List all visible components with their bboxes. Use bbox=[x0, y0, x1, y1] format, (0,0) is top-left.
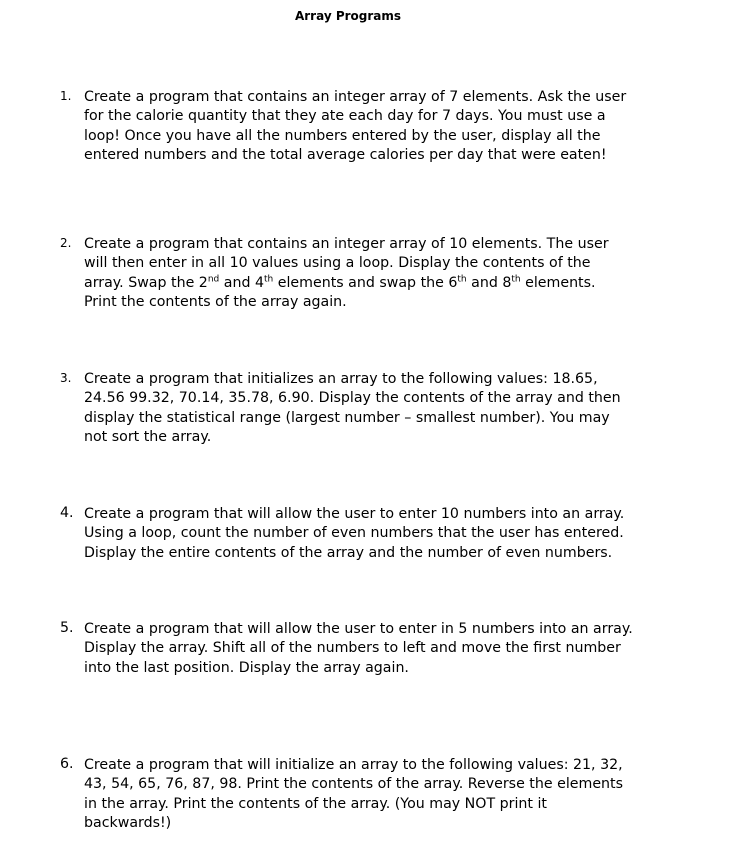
ordinal-suffix: nd bbox=[207, 273, 220, 284]
text-line: entered numbers and the total average calories per day that were eaten! bbox=[84, 146, 607, 163]
text-segment: and 4 bbox=[219, 274, 265, 291]
text-line: Create a program that will initialize an array to the following values: 21, 32, bbox=[84, 757, 623, 773]
text-line-swap bbox=[84, 274, 674, 293]
problem-text bbox=[84, 756, 674, 833]
page-title: Array Programs bbox=[294, 9, 402, 23]
ordinal-suffix: th bbox=[511, 273, 521, 284]
ordinal-suffix: th bbox=[264, 273, 274, 284]
problem-text bbox=[84, 505, 674, 563]
problem-number: 1. bbox=[60, 89, 72, 103]
problem-text bbox=[84, 620, 674, 678]
text-line: Display the entire contents of the array and the number of even numbers. bbox=[84, 544, 613, 561]
text-line: Using a loop, count the number of even numbers that the user has entered. bbox=[84, 525, 624, 542]
problem-text bbox=[84, 235, 674, 312]
text-line: 43, 54, 65, 76, 87, 98. Print the contents of the array. Reverse the elements bbox=[84, 776, 623, 793]
text-line: Create a program that initializes an array to the following values: 18.65, bbox=[84, 371, 598, 387]
text-line: into the last position. Display the array again. bbox=[84, 659, 409, 676]
text-line: 24.56 99.32, 70.14, 35.78, 6.90. Display the contents of the array and then bbox=[84, 390, 621, 407]
text-segment: elements and swap the 6 bbox=[273, 274, 458, 291]
text-line: not sort the array. bbox=[84, 428, 212, 445]
text-line: will then enter in all 10 values using a loop. Display the contents of the bbox=[84, 255, 591, 272]
text-line: for the calorie quantity that they ate each day for 7 days. You must use a bbox=[84, 108, 606, 125]
text-line: loop! Once you have all the numbers entered by the user, display all the bbox=[84, 127, 601, 144]
text-line: Print the contents of the array again. bbox=[84, 293, 347, 310]
problem-number: 6. bbox=[60, 756, 74, 772]
text-line: Create a program that will allow the user to enter in 5 numbers into an array. bbox=[84, 621, 633, 637]
ordinal-suffix: th bbox=[457, 273, 467, 284]
text-line: in the array. Print the contents of the array. (You may NOT print it bbox=[84, 795, 547, 812]
problem-text bbox=[84, 370, 674, 447]
problem-number: 5. bbox=[60, 620, 74, 636]
text-line: Create a program that contains an integer array of 7 elements. Ask the user bbox=[84, 89, 627, 105]
text-line: display the statistical range (largest number – smallest number). You may bbox=[84, 409, 610, 426]
text-line: Display the array. Shift all of the numbers to left and move the first number bbox=[84, 640, 621, 657]
text-line: Create a program that will allow the user to enter 10 numbers into an array. bbox=[84, 506, 625, 522]
problem-number: 3. bbox=[60, 371, 72, 385]
text-segment: elements. bbox=[520, 274, 596, 291]
text-line: backwards!) bbox=[84, 814, 172, 831]
problem-number: 4. bbox=[60, 505, 74, 521]
problem-number: 2. bbox=[60, 236, 72, 250]
problem-text bbox=[84, 88, 674, 165]
text-line: Create a program that contains an integer array of 10 elements. The user bbox=[84, 236, 609, 252]
text-segment: and 8 bbox=[466, 274, 512, 291]
text-segment: array. Swap the 2 bbox=[84, 274, 208, 291]
